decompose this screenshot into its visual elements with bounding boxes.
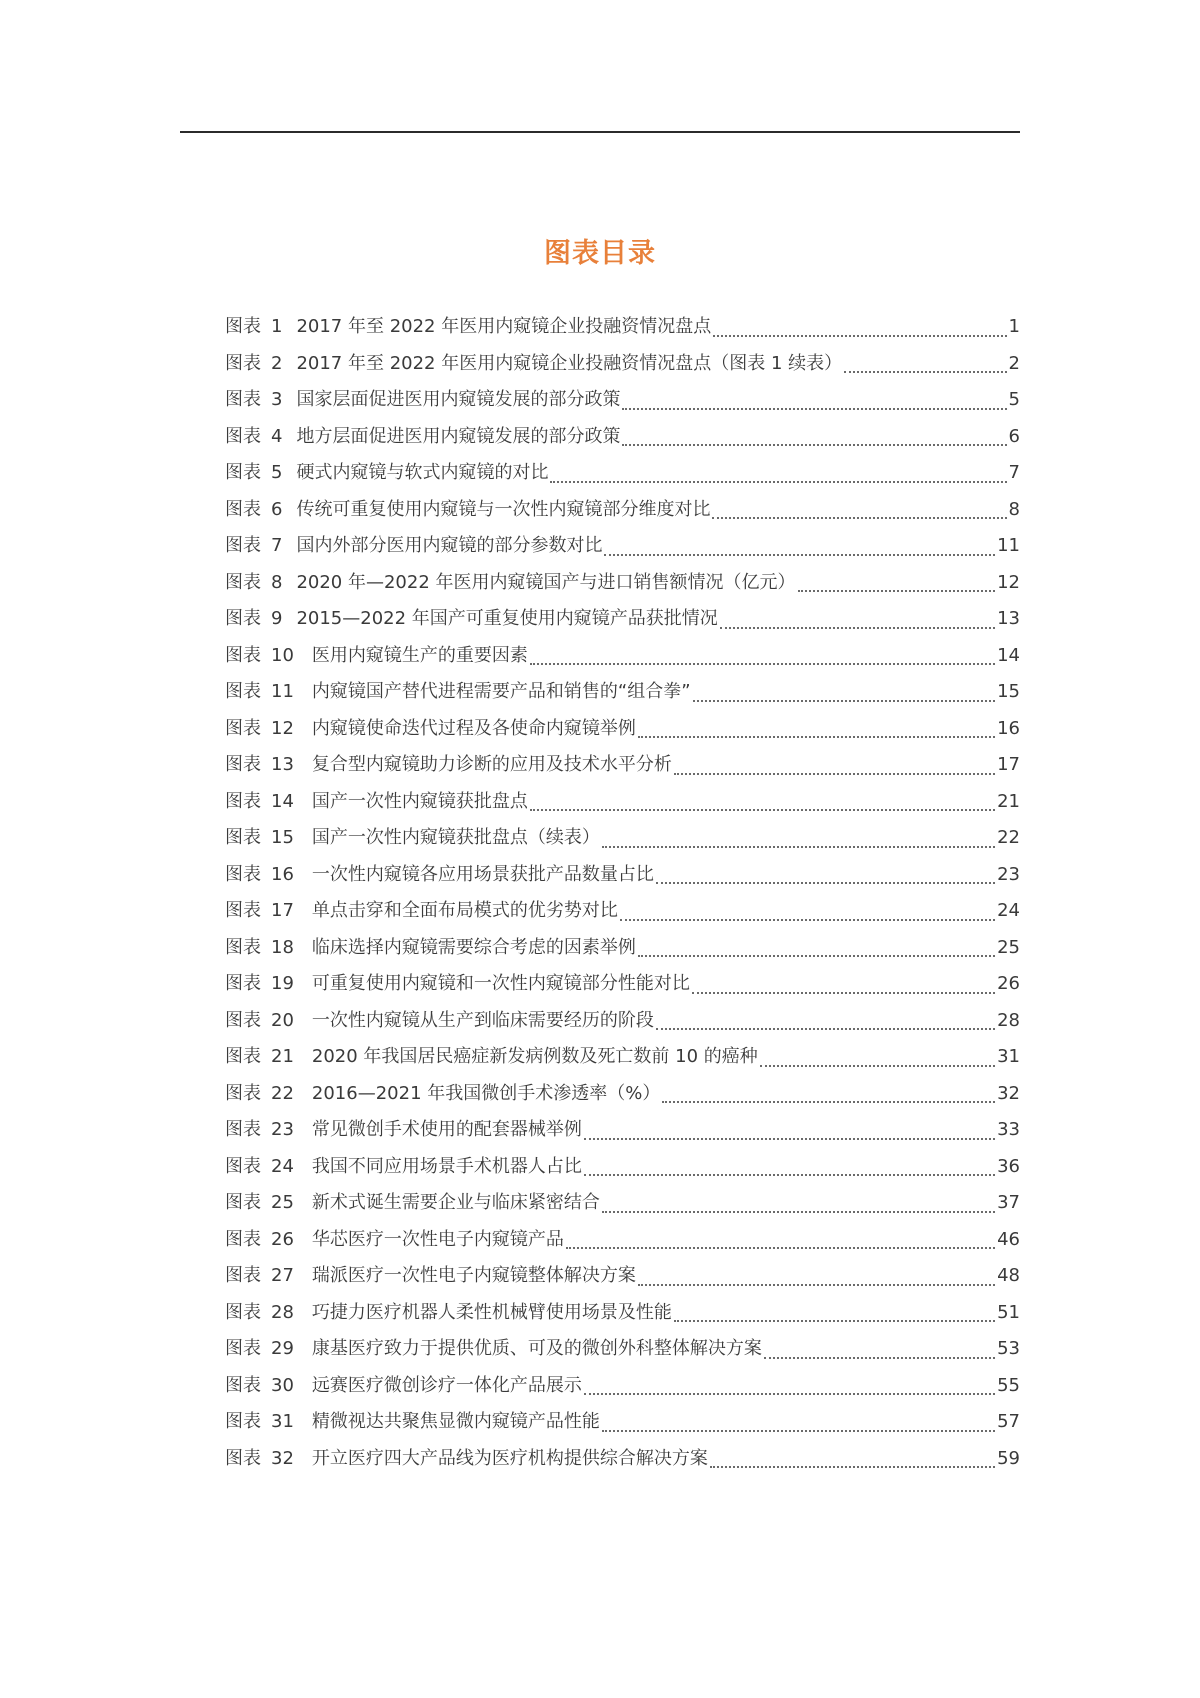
dot-leader (584, 1173, 995, 1176)
toc-entry-label (225, 930, 312, 967)
figure-list (225, 309, 1020, 1477)
toc-entry-number: 24 (271, 1155, 294, 1177)
dot-leader (662, 1100, 995, 1103)
toc-entry[interactable] (225, 419, 1020, 456)
toc-entry-page-number: 14 (997, 644, 1020, 666)
toc-entry[interactable] (225, 638, 1020, 675)
toc-entry-title: 国家层面促进医用内窥镜发展的部分政策 (296, 389, 621, 410)
toc-entry-page-number: 53 (997, 1338, 1020, 1359)
dot-leader (584, 1392, 995, 1395)
dot-leader (712, 516, 1006, 519)
dot-leader (622, 443, 1006, 446)
toc-entry-page-number: 11 (997, 535, 1020, 556)
toc-entry[interactable] (225, 930, 1020, 967)
toc-entry-number: 15 (271, 827, 294, 848)
toc-entry-number: 1 (271, 316, 283, 337)
toc-entry[interactable] (225, 1222, 1020, 1259)
toc-entry-title: 常见微创手术使用的配套器械举例 (311, 1119, 582, 1140)
toc-entry-title: 2017 年至 2022 年医用内窥镜企业投融资情况盘点 (296, 316, 712, 337)
toc-entry-prefix: 图表 (225, 863, 261, 885)
toc-entry[interactable] (225, 1112, 1020, 1149)
toc-entry[interactable] (225, 1149, 1020, 1186)
toc-entry-page-number: 7 (1008, 462, 1020, 483)
toc-entry-prefix: 图表 (225, 1009, 261, 1031)
toc-entry-prefix: 图表 (225, 1119, 261, 1140)
toc-entry-number: 23 (271, 1119, 294, 1140)
toc-entry-title: 临床选择内窥镜需要综合考虑的因素举例 (311, 936, 636, 958)
toc-entry-page-number: 37 (997, 1192, 1020, 1213)
toc-entry-prefix: 图表 (225, 717, 261, 739)
toc-entry-prefix: 图表 (225, 498, 261, 520)
toc-entry-page-number: 57 (997, 1411, 1020, 1432)
toc-entry-number: 21 (271, 1046, 294, 1067)
toc-entry-title: 传统可重复使用内窥镜与一次性内窥镜部分维度对比 (296, 498, 711, 520)
toc-entry-page-number: 2 (1008, 352, 1020, 374)
toc-entry-title: 国产一次性内窥镜获批盘点（续表） (311, 827, 600, 848)
dot-leader (530, 808, 995, 811)
dot-leader (693, 699, 996, 702)
toc-entry-page-number: 25 (997, 936, 1020, 958)
dot-leader (720, 626, 995, 629)
dot-leader (622, 407, 1006, 410)
toc-entry-number: 29 (271, 1338, 294, 1359)
toc-entry-number: 5 (271, 462, 283, 483)
toc-entry-title: 单点击穿和全面布局模式的优劣势对比 (311, 900, 618, 921)
toc-entry-page-number: 22 (997, 827, 1020, 848)
toc-entry-label (225, 1149, 312, 1186)
toc-entry-page-number: 5 (1008, 389, 1020, 410)
toc-entry-title: 2016—2021 年我国微创手术渗透率（%） (311, 1082, 661, 1104)
dot-leader (602, 1429, 995, 1432)
toc-entry-number: 2 (271, 352, 283, 374)
dot-leader (692, 991, 995, 994)
toc-entry-number: 19 (271, 973, 294, 994)
dot-leader (530, 662, 995, 665)
toc-entry[interactable] (225, 820, 1020, 857)
toc-entry[interactable] (225, 1039, 1020, 1076)
toc-entry-label (225, 1185, 312, 1222)
toc-entry-title: 2020 年我国居民癌症新发病例数及死亡数前 10 的癌种 (311, 1046, 758, 1067)
dot-leader (844, 370, 1006, 373)
toc-entry-number: 14 (271, 790, 294, 812)
toc-entry-label (225, 455, 296, 492)
toc-entry-title: 复合型内窥镜助力诊断的应用及技术水平分析 (311, 754, 672, 775)
toc-entry-label (225, 857, 312, 894)
toc-entry-page-number: 26 (997, 973, 1020, 994)
toc-entry[interactable] (225, 857, 1020, 894)
toc-entry-page-number: 16 (997, 717, 1020, 739)
toc-entry-title: 内窥镜国产替代进程需要产品和销售的“组合拳” (311, 681, 691, 702)
dot-leader (566, 1246, 995, 1249)
toc-entry-title: 我国不同应用场景手术机器人占比 (311, 1155, 582, 1177)
toc-entry-prefix: 图表 (225, 462, 261, 483)
toc-entry-title: 内窥镜使命迭代过程及各使命内窥镜举例 (311, 717, 636, 739)
toc-entry-number: 20 (271, 1009, 294, 1031)
toc-entry[interactable] (225, 455, 1020, 492)
toc-entry[interactable] (225, 492, 1020, 529)
toc-entry-page-number: 17 (997, 754, 1020, 775)
toc-entry-number: 31 (271, 1411, 294, 1432)
toc-entry-prefix: 图表 (225, 571, 261, 593)
toc-entry-number: 4 (271, 425, 283, 447)
toc-entry-label (225, 309, 296, 346)
toc-entry-label (225, 1331, 312, 1368)
toc-entry-page-number: 24 (997, 900, 1020, 921)
toc-entry-page-number: 46 (997, 1228, 1020, 1250)
toc-entry-title: 2015—2022 年国产可重复使用内窥镜产品获批情况 (296, 608, 718, 629)
toc-entry-title: 2020 年—2022 年医用内窥镜国产与进口销售额情况（亿元） (296, 571, 796, 593)
toc-entry-label (225, 638, 312, 675)
toc-entry-prefix: 图表 (225, 1374, 261, 1396)
dot-leader (604, 553, 995, 556)
toc-entry[interactable] (225, 1295, 1020, 1332)
toc-entry-label (225, 747, 312, 784)
toc-entry-label (225, 1076, 312, 1113)
toc-entry-page-number: 48 (997, 1265, 1020, 1286)
toc-entry-title: 华芯医疗一次性电子内窥镜产品 (311, 1228, 564, 1250)
toc-entry-prefix: 图表 (225, 1265, 261, 1286)
toc-entry-page-number: 12 (997, 571, 1020, 593)
toc-entry-prefix: 图表 (225, 1192, 261, 1213)
toc-entry-number: 6 (271, 498, 283, 520)
toc-entry-label (225, 784, 312, 821)
toc-entry-label (225, 419, 296, 456)
toc-entry-number: 8 (271, 571, 283, 593)
toc-entry-title: 瑞派医疗一次性电子内窥镜整体解决方案 (311, 1265, 636, 1286)
toc-entry-number: 18 (271, 936, 294, 958)
toc-entry[interactable] (225, 1258, 1020, 1295)
toc-entry-prefix: 图表 (225, 790, 261, 812)
toc-entry[interactable] (225, 565, 1020, 602)
dot-leader (674, 772, 995, 775)
toc-entry-number: 28 (271, 1301, 294, 1323)
toc-entry-label (225, 966, 312, 1003)
toc-entry-title: 国产一次性内窥镜获批盘点 (311, 790, 528, 812)
toc-entry-page-number: 13 (997, 608, 1020, 629)
toc-entry-prefix: 图表 (225, 644, 261, 666)
toc-entry-label (225, 346, 296, 383)
toc-entry-number: 3 (271, 389, 283, 410)
dot-leader (656, 881, 995, 884)
page-title: 图表目录 (544, 238, 656, 269)
toc-entry[interactable] (225, 674, 1020, 711)
toc-entry-label (225, 711, 312, 748)
toc-entry[interactable] (225, 747, 1020, 784)
toc-entry-prefix: 图表 (225, 1155, 261, 1177)
toc-entry-label (225, 601, 296, 638)
toc-entry[interactable] (225, 1331, 1020, 1368)
toc-entry-number: 7 (271, 535, 283, 556)
toc-entry[interactable] (225, 711, 1020, 748)
toc-entry-label (225, 1003, 312, 1040)
toc-entry-number: 22 (271, 1082, 294, 1104)
dot-leader (620, 918, 995, 921)
dot-leader (764, 1356, 995, 1359)
toc-entry-number: 17 (271, 900, 294, 921)
toc-entry-title: 巧捷力医疗机器人柔性机械臂使用场景及性能 (311, 1301, 672, 1323)
toc-entry-prefix: 图表 (225, 608, 261, 629)
toc-entry[interactable] (225, 309, 1020, 346)
dot-leader (656, 1027, 995, 1030)
toc-entry-title: 精微视达共聚焦显微内窥镜产品性能 (311, 1411, 600, 1432)
toc-entry-prefix: 图表 (225, 535, 261, 556)
dot-leader (713, 334, 1006, 337)
toc-entry-label (225, 674, 312, 711)
toc-entry-label (225, 1258, 312, 1295)
toc-entry-prefix: 图表 (225, 827, 261, 848)
toc-entry-title: 开立医疗四大产品线为医疗机构提供综合解决方案 (311, 1447, 708, 1469)
toc-entry-prefix: 图表 (225, 1228, 261, 1250)
toc-entry-page-number: 31 (997, 1046, 1020, 1067)
toc-entry-prefix: 图表 (225, 1046, 261, 1067)
toc-entry[interactable] (225, 1441, 1020, 1478)
toc-entry-page-number: 21 (997, 790, 1020, 812)
toc-entry-prefix: 图表 (225, 1338, 261, 1359)
toc-entry-page-number: 33 (997, 1119, 1020, 1140)
toc-entry-prefix: 图表 (225, 1447, 261, 1469)
dot-leader (798, 589, 996, 592)
toc-entry-label (225, 1039, 312, 1076)
dot-leader (638, 735, 995, 738)
toc-entry-title: 地方层面促进医用内窥镜发展的部分政策 (296, 425, 621, 447)
dot-leader (550, 480, 1006, 483)
toc-entry-title: 硬式内窥镜与软式内窥镜的对比 (296, 462, 549, 483)
dot-leader (674, 1319, 995, 1322)
toc-entry-title: 一次性内窥镜从生产到临床需要经历的阶段 (311, 1009, 654, 1031)
toc-entry[interactable] (225, 1003, 1020, 1040)
toc-entry-number: 30 (271, 1374, 294, 1396)
toc-entry[interactable] (225, 601, 1020, 638)
toc-entry-title: 康基医疗致力于提供优质、可及的微创外科整体解决方案 (311, 1338, 762, 1359)
toc-entry-page-number: 51 (997, 1301, 1020, 1323)
toc-entry-title: 新术式诞生需要企业与临床紧密结合 (311, 1192, 600, 1213)
dot-leader (638, 954, 995, 957)
toc-entry-label (225, 1404, 312, 1441)
toc-entry-page-number: 23 (997, 863, 1020, 885)
toc-entry[interactable] (225, 784, 1020, 821)
toc-entry-prefix: 图表 (225, 973, 261, 994)
toc-entry-label (225, 492, 296, 529)
toc-entry-title: 一次性内窥镜各应用场景获批产品数量占比 (311, 863, 654, 885)
toc-entry-label (225, 893, 312, 930)
toc-entry-number: 13 (271, 754, 294, 775)
dot-leader (602, 845, 995, 848)
toc-entry-label (225, 1222, 312, 1259)
toc-entry-page-number: 55 (997, 1374, 1020, 1396)
toc-entry-page-number: 15 (997, 681, 1020, 702)
toc-entry-page-number: 32 (997, 1082, 1020, 1104)
dot-leader (760, 1064, 995, 1067)
toc-entry-label (225, 565, 296, 602)
toc-entry[interactable] (225, 1076, 1020, 1113)
toc-entry[interactable] (225, 966, 1020, 1003)
toc-entry-prefix: 图表 (225, 316, 261, 337)
toc-entry[interactable] (225, 1368, 1020, 1405)
dot-leader (710, 1465, 995, 1468)
toc-entry-prefix: 图表 (225, 936, 261, 958)
toc-entry[interactable] (225, 528, 1020, 565)
toc-entry[interactable] (225, 346, 1020, 383)
toc-entry-title: 2017 年至 2022 年医用内窥镜企业投融资情况盘点（图表 1 续表） (296, 352, 843, 374)
toc-entry-title: 国内外部分医用内窥镜的部分参数对比 (296, 535, 603, 556)
dot-leader (638, 1283, 995, 1286)
toc-entry-title: 远赛医疗微创诊疗一体化产品展示 (311, 1374, 582, 1396)
toc-entry-prefix: 图表 (225, 1082, 261, 1104)
toc-entry-number: 11 (271, 681, 294, 702)
toc-entry-label (225, 382, 296, 419)
toc-entry-title: 可重复使用内窥镜和一次性内窥镜部分性能对比 (311, 973, 690, 994)
toc-entry-title: 医用内窥镜生产的重要因素 (311, 644, 528, 666)
dot-leader (584, 1137, 995, 1140)
toc-entry-number: 27 (271, 1265, 294, 1286)
toc-entry-prefix: 图表 (225, 1301, 261, 1323)
toc-entry-label (225, 1441, 312, 1478)
toc-entry[interactable] (225, 1185, 1020, 1222)
toc-entry-number: 9 (271, 608, 283, 629)
toc-entry-number: 32 (271, 1447, 294, 1469)
toc-entry-label (225, 1295, 312, 1332)
toc-entry-number: 25 (271, 1192, 294, 1213)
toc-entry-label (225, 1112, 312, 1149)
toc-entry-page-number: 28 (997, 1009, 1020, 1031)
dot-leader (602, 1210, 995, 1213)
toc-entry-prefix: 图表 (225, 681, 261, 702)
toc-entry-label (225, 1368, 312, 1405)
toc-entry[interactable] (225, 893, 1020, 930)
toc-entry-page-number: 6 (1008, 425, 1020, 447)
toc-entry-prefix: 图表 (225, 1411, 261, 1432)
toc-entry-label (225, 528, 296, 565)
toc-entry[interactable] (225, 1404, 1020, 1441)
toc-entry-number: 10 (271, 644, 294, 666)
toc-entry-label (225, 820, 312, 857)
toc-entry-prefix: 图表 (225, 389, 261, 410)
toc-entry-prefix: 图表 (225, 352, 261, 374)
toc-entry-number: 26 (271, 1228, 294, 1250)
toc-entry-prefix: 图表 (225, 425, 261, 447)
toc-entry-page-number: 59 (997, 1447, 1020, 1469)
toc-entry-page-number: 1 (1008, 316, 1020, 337)
toc-entry-number: 12 (271, 717, 294, 739)
header-rule (180, 131, 1020, 133)
toc-entry-page-number: 36 (997, 1155, 1020, 1177)
toc-entry[interactable] (225, 382, 1020, 419)
toc-entry-prefix: 图表 (225, 900, 261, 921)
toc-entry-page-number: 8 (1008, 498, 1020, 520)
toc-entry-prefix: 图表 (225, 754, 261, 775)
toc-entry-number: 16 (271, 863, 294, 885)
